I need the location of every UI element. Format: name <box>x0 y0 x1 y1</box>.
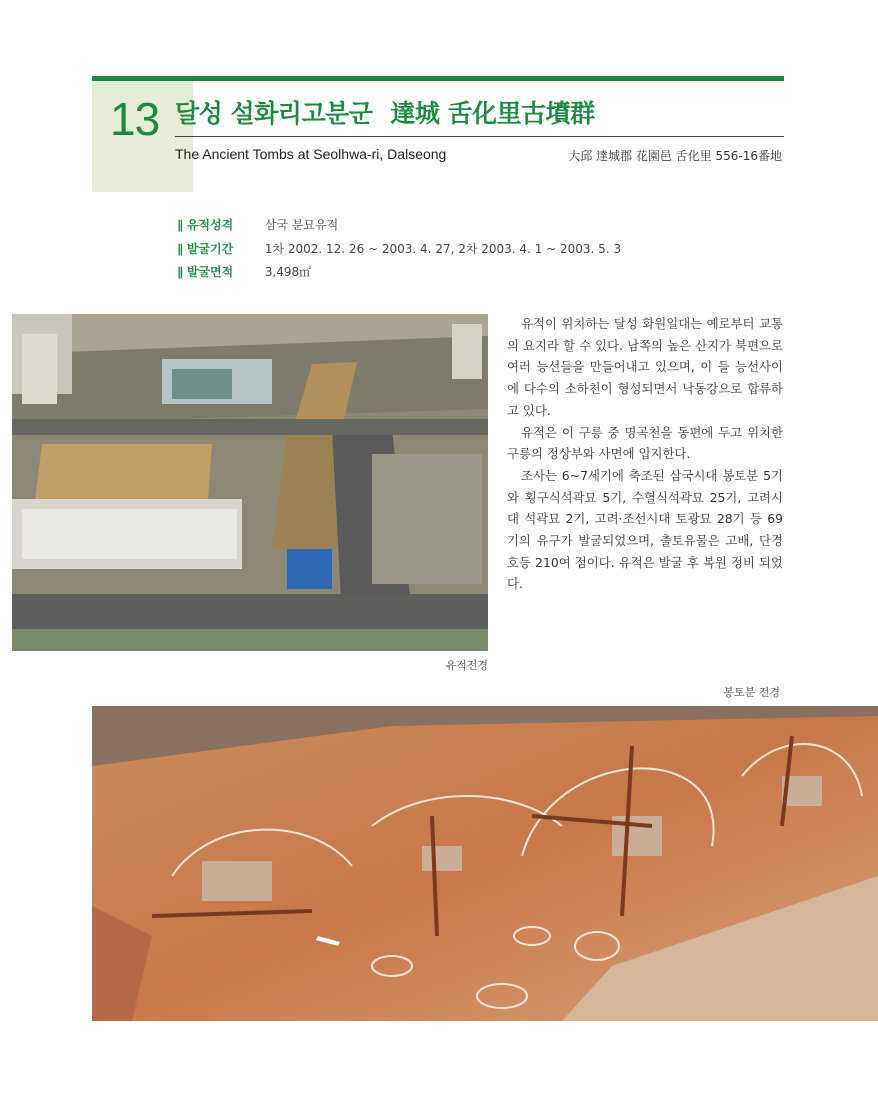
description-paragraph: 유적은 이 구릉 중 명곡천을 동편에 두고 위치한 구릉의 정상부와 사면에 입지한다. <box>507 424 783 462</box>
aerial-photo-caption: 유적전경 <box>445 659 488 672</box>
info-label: 유적성격 <box>186 218 234 232</box>
description-text <box>507 313 783 595</box>
title-hanja: 達城 舌化里古墳群 <box>390 99 595 128</box>
description-paragraph: 조사는 6~7세기에 축조된 삼국시대 봉토분 5기와 횡구식석곽묘 5기, 수혈식석곽묘 25기, 고려시대 석곽묘 2기, 고려·조선시대 토광묘 28기 등 69기의 유구가 발굴되었으며, 출토유물은 고배, 단경호등 210여 점이다. 유적은 발굴 후 복원 정비 되었다. <box>507 467 783 592</box>
info-bar-marker: ∥ <box>177 265 183 279</box>
info-value: 3,498㎡ <box>264 265 312 279</box>
mound-photo-caption: 봉토분 전경 <box>723 686 780 699</box>
info-bar-marker: ∥ <box>177 242 183 256</box>
header-top-rule <box>92 76 784 81</box>
title-korean: 달성 설화리고분군 <box>175 99 373 128</box>
mound-tombs-photo <box>92 706 878 1021</box>
site-address: 大邱 達城郡 花園邑 舌化里 556-16番地 <box>568 149 782 163</box>
info-label: 발굴면적 <box>186 265 234 279</box>
info-bar-marker: ∥ <box>177 218 183 232</box>
page-title <box>175 94 595 130</box>
info-label: 발굴기간 <box>186 242 234 256</box>
section-number: 13 <box>110 93 160 145</box>
english-subtitle: The Ancient Tombs at Seolhwa-ri, Dalseong <box>175 146 447 162</box>
info-value: 1차 2002. 12. 26 ~ 2003. 4. 27, 2차 2003. 4. 1 ~ 2003. 5. 3 <box>264 242 622 256</box>
info-row-area <box>177 263 311 280</box>
description-paragraph: 유적이 위치하는 달성 화원일대는 예로부터 교통의 요지라 할 수 있다. 남쪽의 높은 산지가 북편으로 여러 능선들을 만들어내고 있으며, 이 들 능선사이에 다수의 소하천이 형성되면서 낙동강으로 합류하고 있다. <box>507 316 783 418</box>
info-value: 삼국 분묘유적 <box>264 218 339 232</box>
aerial-site-photo <box>12 314 488 651</box>
title-underline <box>175 136 784 137</box>
info-row-period <box>177 240 621 257</box>
info-row-character <box>177 216 338 233</box>
